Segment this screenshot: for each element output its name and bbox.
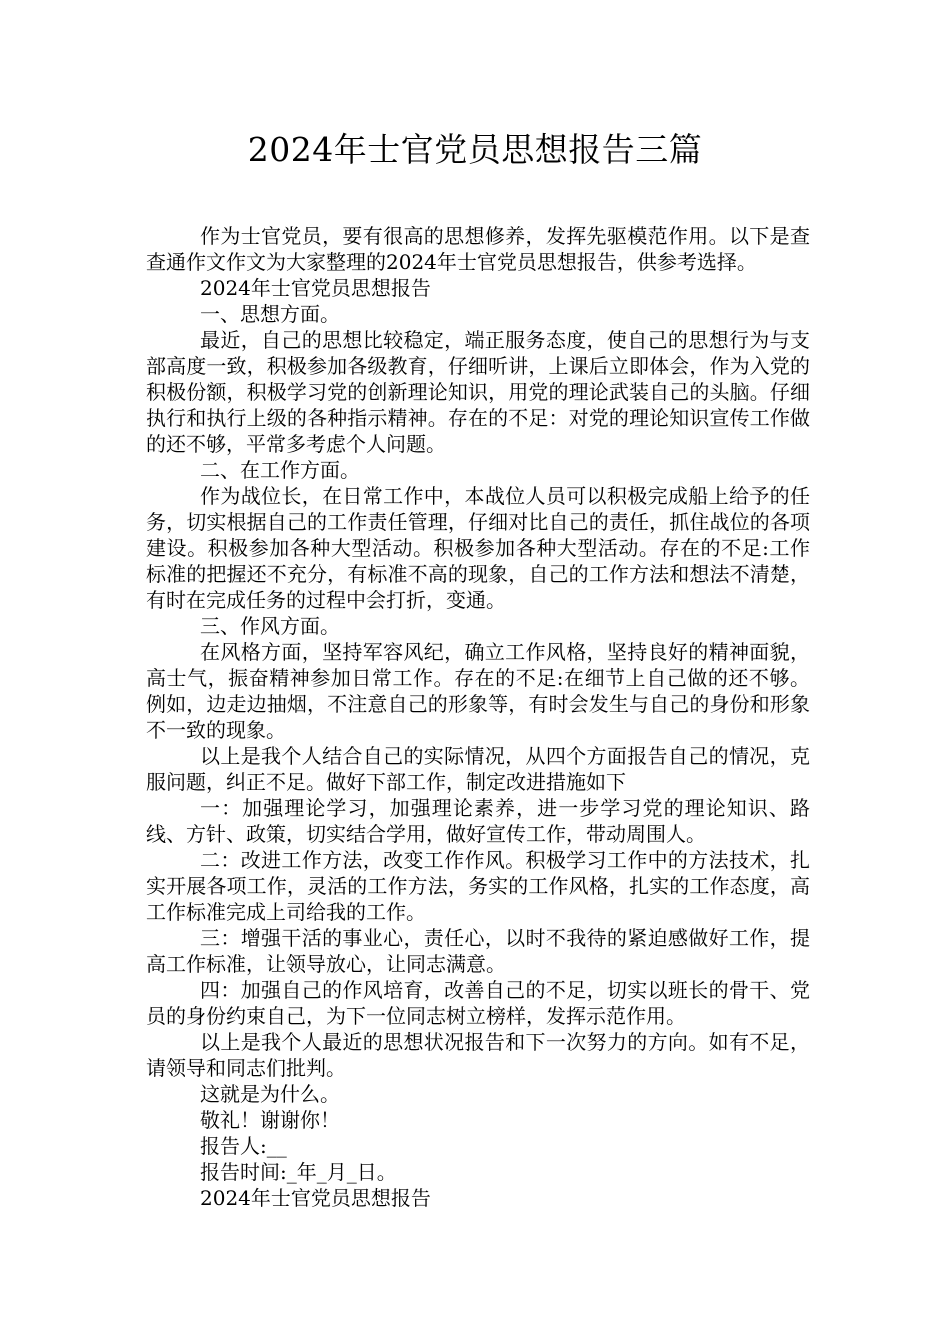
reporter-line: 报告人:__ xyxy=(200,1134,287,1158)
closing-paragraph: 以上是我个人最近的思想状况报告和下一次努力的方向。如有不足，请领导和同志们批判。 xyxy=(146,1030,810,1080)
work-paragraph: 作为战位长，在日常工作中，本战位人员可以积极完成船上给予的任务，切实根据自己的工作责任管理，仔细对比自己的责任，抓住战位的各项建设。积极参加各种大型活动。积极参加各种大型活动。存在的不足:工作标准的把握还不充分，有标准不高的现象，自己的工作方法和想法不清楚，有时在完成任务的过程中会打折，变通。 xyxy=(146,484,810,612)
section-heading-thought: 一、思想方面。 xyxy=(200,302,340,326)
thought-paragraph: 最近，自己的思想比较稳定，端正服务态度，使自己的思想行为与支部高度一致，积极参加各级教育，仔细听讲，上课后立即体会，作为入党的积极份额，积极学习党的创新理论知识，用党的理论武装自己的头脑。仔细执行和执行上级的各种指示精神。存在的不足：对党的理论知识宣传工作做的还不够，平常多考虑个人问题。 xyxy=(146,328,810,456)
style-paragraph: 在风格方面，坚持军容风纪，确立工作风格，坚持良好的精神面貌，高士气，振奋精神参加日常工作。存在的不足:在细节上自己做的还不够。例如，边走边抽烟，不注意自己的形象等，有时会发生与自己的身份和形象不一致的现象。 xyxy=(146,640,810,742)
measure-three-paragraph: 三：增强干活的事业心，责任心，以时不我待的紧迫感做好工作，提高工作标准，让领导放心，让同志满意。 xyxy=(146,926,810,976)
section-heading-report: 2024年士官党员思想报告 xyxy=(200,276,431,300)
measure-four-paragraph: 四：加强自己的作风培育，改善自己的不足，切实以班长的骨干、党员的身份约束自己，为下一位同志树立榜样，发挥示范作用。 xyxy=(146,978,810,1028)
summary-paragraph: 以上是我个人结合自己的实际情况，从四个方面报告自己的情况，克服问题，纠正不足。做好下部工作，制定改进措施如下 xyxy=(146,744,810,794)
salute-line: 敬礼！谢谢你！ xyxy=(200,1108,340,1132)
next-section-heading: 2024年士官党员思想报告 xyxy=(200,1186,431,1210)
measure-two-paragraph: 二：改进工作方法，改变工作作风。积极学习工作中的方法技术，扎实开展各项工作，灵活的工作方法，务实的工作风格，扎实的工作态度，高工作标准完成上司给我的工作。 xyxy=(146,848,810,924)
document-body xyxy=(146,223,810,1211)
section-heading-work: 二、在工作方面。 xyxy=(200,458,360,482)
document-title: 2024年士官党员思想报告三篇 xyxy=(247,130,703,169)
measure-one-paragraph: 一：加强理论学习，加强理论素养，进一步学习党的理论知识、路线、方针、政策，切实结合学用，做好宣传工作，带动周围人。 xyxy=(146,796,810,846)
closing-line: 这就是为什么。 xyxy=(200,1082,340,1106)
section-heading-style: 三、作风方面。 xyxy=(200,614,340,638)
intro-paragraph: 作为士官党员，要有很高的思想修养，发挥先驱模范作用。以下是查查通作文作文为大家整理的2024年士官党员思想报告，供参考选择。 xyxy=(146,224,810,274)
report-date-line: 报告时间:_年_月_日。 xyxy=(200,1160,397,1184)
